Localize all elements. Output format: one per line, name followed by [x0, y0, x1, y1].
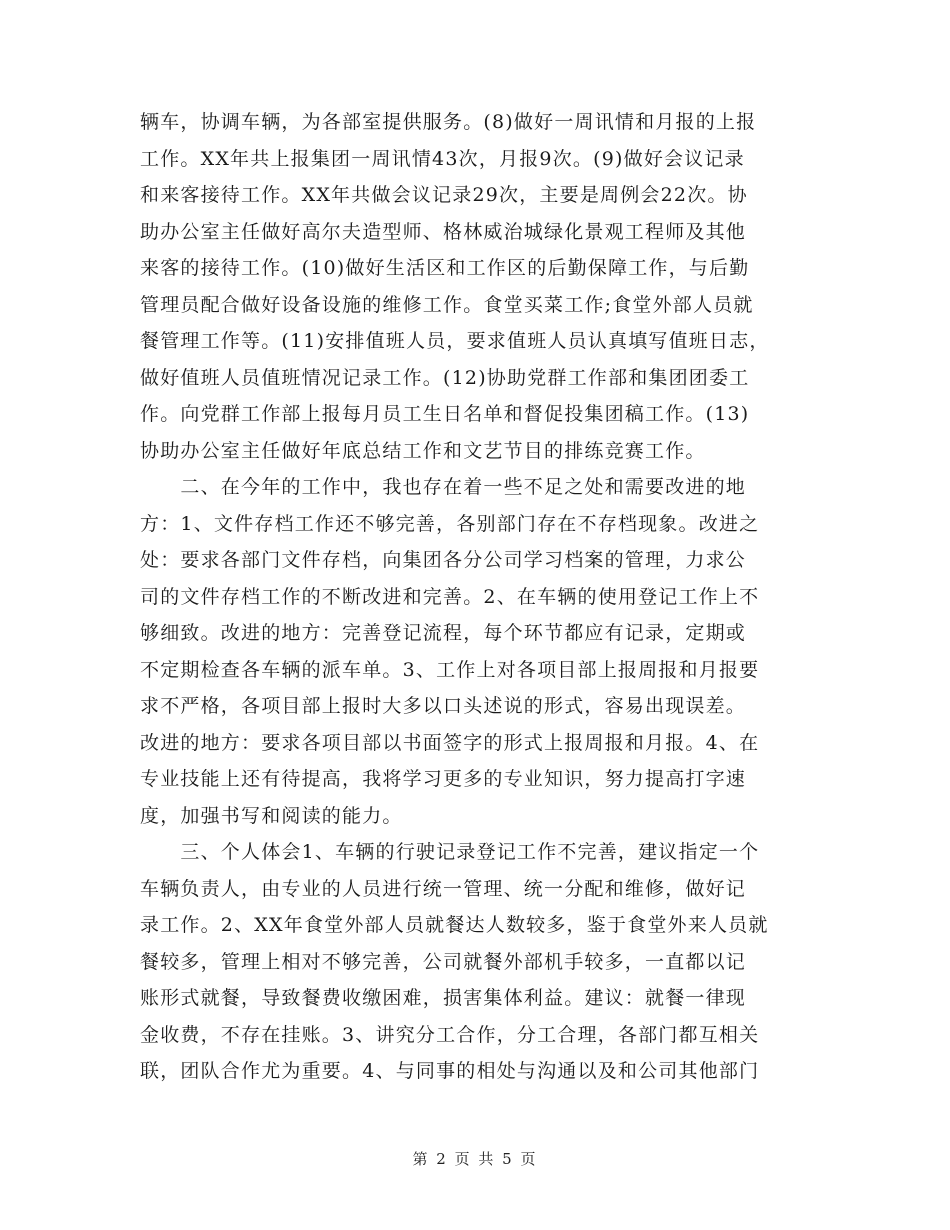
text-line: 餐较多，管理上相对不够完善，公司就餐外部机手较多，一直都以记: [140, 950, 747, 973]
text-line: 工作。XX年共上报集团一周讯情43次，月报9次。(9)做好会议记录: [140, 147, 745, 170]
text-line: 处：要求各部门文件存档，向集团各分公司学习档案的管理，力求公: [140, 549, 747, 571]
text-line: 助办公室主任做好高尔夫造型师、格林威治城绿化景观工程师及其他: [140, 220, 747, 243]
text-line: 作。向党群工作部上报每月员工生日名单和督促投集团稿工作。(13): [140, 403, 750, 425]
page-number-footer: 第 2 页 共 5 页: [412, 1150, 538, 1168]
text-line: 够细致。改进的地方：完善登记流程，每个环节都应有记录，定期或: [140, 622, 747, 644]
text-line: 联，团队合作尤为重要。4、与同事的相处与沟通以及和公司其他部门: [140, 1060, 760, 1082]
text-line: 管理员配合做好设备设施的维修工作。食堂买菜工作;食堂外部人员就: [140, 293, 754, 316]
text-line: 求不严格，各项目部上报时大多以口头述说的形式，容易出现误差。: [140, 695, 747, 717]
paragraph-heading-line: 三、个人体会1、车辆的行驶记录登记工作不完善，建议指定一个: [140, 841, 760, 863]
text-line: 辆车，协调车辆，为各部室提供服务。(8)做好一周讯情和月报的上报: [140, 111, 757, 133]
text-line: 司的文件存档工作的不断改进和完善。2、在车辆的使用登记工作上不: [140, 585, 760, 608]
text-line: 专业技能上还有待提高，我将学习更多的专业知识，努力提高打字速: [140, 768, 747, 790]
text-line: 改进的地方：要求各项目部以书面签字的形式上报周报和月报。4、在: [140, 731, 760, 754]
text-line: 和来客接待工作。XX年共做会议记录29次，主要是周例会22次。协: [140, 184, 748, 206]
text-line: 金收费，不存在挂账。3、讲究分工合作，分工合理，各部门都互相关: [140, 1023, 760, 1046]
text-line: 账形式就餐，导致餐费收缴困难，损害集体利益。建议：就餐一律现: [140, 987, 747, 1009]
text-line: 车辆负责人，由专业的人员进行统一管理、统一分配和维修，做好记: [140, 877, 747, 900]
document-body: [140, 104, 812, 1090]
paragraph-heading-line: 二、在今年的工作中，我也存在着一些不足之处和需要改进的地: [140, 476, 747, 498]
text-line: 方：1、文件存档工作还不够完善，各别部门存在不存档现象。改进之: [140, 512, 760, 535]
text-line: 协助办公室主任做好年底总结工作和文艺节目的排练竞赛工作。: [140, 439, 706, 462]
text-line: 餐管理工作等。(11)安排值班人员，要求值班人员认真填写值班日志，: [140, 330, 770, 352]
text-line: 录工作。2、XX年食堂外部人员就餐达人数较多，鉴于食堂外来人员就: [140, 914, 769, 936]
text-line: 不定期检查各车辆的派车单。3、工作上对各项目部上报周报和月报要: [140, 658, 760, 681]
text-line: 度，加强书写和阅读的能力。: [140, 804, 403, 827]
text-line: 做好值班人员值班情况记录工作。(12)协助党群工作部和集团团委工: [140, 366, 750, 389]
text-line: 来客的接待工作。(10)做好生活区和工作区的后勤保障工作，与后勤: [140, 257, 750, 279]
